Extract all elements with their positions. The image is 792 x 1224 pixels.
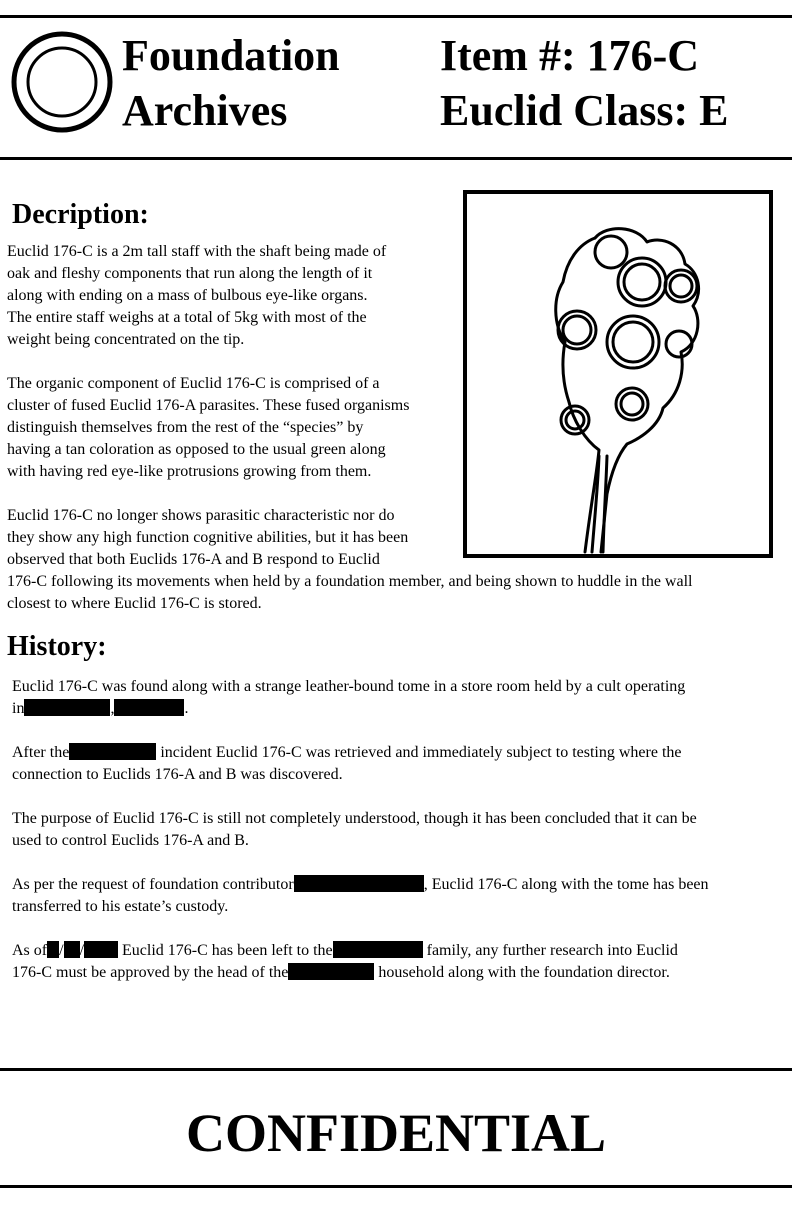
item-number: Item #: 176-C	[440, 31, 700, 80]
org-name-line2: Archives	[122, 86, 288, 135]
redaction-bar	[288, 963, 374, 980]
staff-drawing	[467, 194, 769, 554]
description-line: cluster of fused Euclid 176-A parasites. These fused organisms	[7, 397, 410, 414]
history-text: Euclid 176-C has been left to the	[118, 942, 333, 959]
description-line: with having red eye-like protrusions growing from them.	[7, 463, 372, 480]
redaction-bar	[294, 875, 424, 892]
history-line	[12, 940, 709, 962]
object-class: Euclid Class: E	[440, 86, 729, 135]
history-text: , Euclid 176-C along with the tome has been	[423, 876, 709, 893]
history-text: /	[79, 942, 85, 959]
redaction-bar	[47, 941, 59, 958]
redaction-bar	[333, 941, 423, 958]
confidential-stamp: CONFIDENTIAL	[185, 1103, 607, 1163]
spacer-line	[12, 918, 709, 940]
spacer-line	[12, 852, 709, 874]
history-line: The purpose of Euclid 176-C is still not completely understood, though it has been concluded that it can be	[12, 810, 697, 827]
history-line	[12, 698, 709, 720]
description-line: 176-C following its movements when held by a foundation member, and being shown to huddle in the wall	[7, 573, 693, 590]
description-line: having a tan coloration as opposed to the usual green along	[7, 441, 386, 458]
staff-illustration	[463, 190, 773, 558]
history-line: transferred to his estate’s custody.	[12, 898, 229, 915]
org-name-line1: Foundation	[122, 31, 340, 80]
history-body	[12, 676, 709, 984]
description-title: Decription:	[12, 199, 149, 230]
redaction-bar	[84, 941, 118, 958]
history-line: connection to Euclids 176-A and B was discovered.	[12, 766, 343, 783]
header-rule	[0, 157, 792, 160]
redaction-bar	[24, 699, 110, 716]
description-line: oak and fleshy components that run along the length of it	[7, 265, 373, 282]
footer-top-rule	[0, 1068, 792, 1071]
description-line: they show any high function cognitive abilities, but it has been	[7, 529, 409, 546]
history-text: .	[184, 700, 189, 717]
history-text: family, any further research into Euclid	[422, 942, 678, 959]
description-line: weight being concentrated on the tip.	[7, 331, 245, 348]
redaction-bar	[114, 699, 184, 716]
history-line	[12, 962, 709, 984]
redaction-bar	[69, 743, 156, 760]
description-line: observed that both Euclids 176-A and B respond to Euclid	[7, 551, 380, 568]
description-line: along with ending on a mass of bulbous eye-like organs.	[7, 287, 368, 304]
description-line: closest to where Euclid 176-C is stored.	[7, 595, 262, 612]
history-line	[12, 874, 709, 896]
history-text: After the	[12, 744, 70, 761]
history-title: History:	[7, 631, 107, 662]
description-line: Euclid 176-C no longer shows parasitic characteristic nor do	[7, 507, 395, 524]
history-line: Euclid 176-C was found along with a strange leather-bound tome in a store room held by a cult operating	[12, 678, 686, 695]
history-text: ,	[110, 700, 115, 717]
history-text: /	[59, 942, 64, 959]
footer-bottom-rule	[0, 1185, 792, 1188]
history-text: As of	[12, 942, 48, 959]
history-text: in	[12, 700, 25, 717]
history-line	[12, 742, 709, 764]
history-text: incident Euclid 176-C was retrieved and immediately subject to testing where the	[156, 744, 682, 761]
top-rule	[0, 15, 792, 18]
spacer-line	[12, 720, 709, 742]
history-text: As per the request of foundation contributor	[12, 876, 294, 893]
spacer-line	[12, 786, 709, 808]
description-line: distinguish themselves from the rest of the “species” by	[7, 419, 364, 436]
description-line: The entire staff weighs at a total of 5kg with most of the	[7, 309, 367, 326]
description-line: Euclid 176-C is a 2m tall staff with the shaft being made of	[7, 243, 387, 260]
history-line: used to control Euclids 176-A and B.	[12, 832, 249, 849]
history-text: 176-C must be approved by the head of the	[12, 964, 289, 981]
redaction-bar	[64, 941, 80, 958]
foundation-logo-icon	[10, 30, 114, 134]
description-line: The organic component of Euclid 176-C is comprised of a	[7, 375, 380, 392]
history-text: household along with the foundation director.	[374, 964, 670, 981]
